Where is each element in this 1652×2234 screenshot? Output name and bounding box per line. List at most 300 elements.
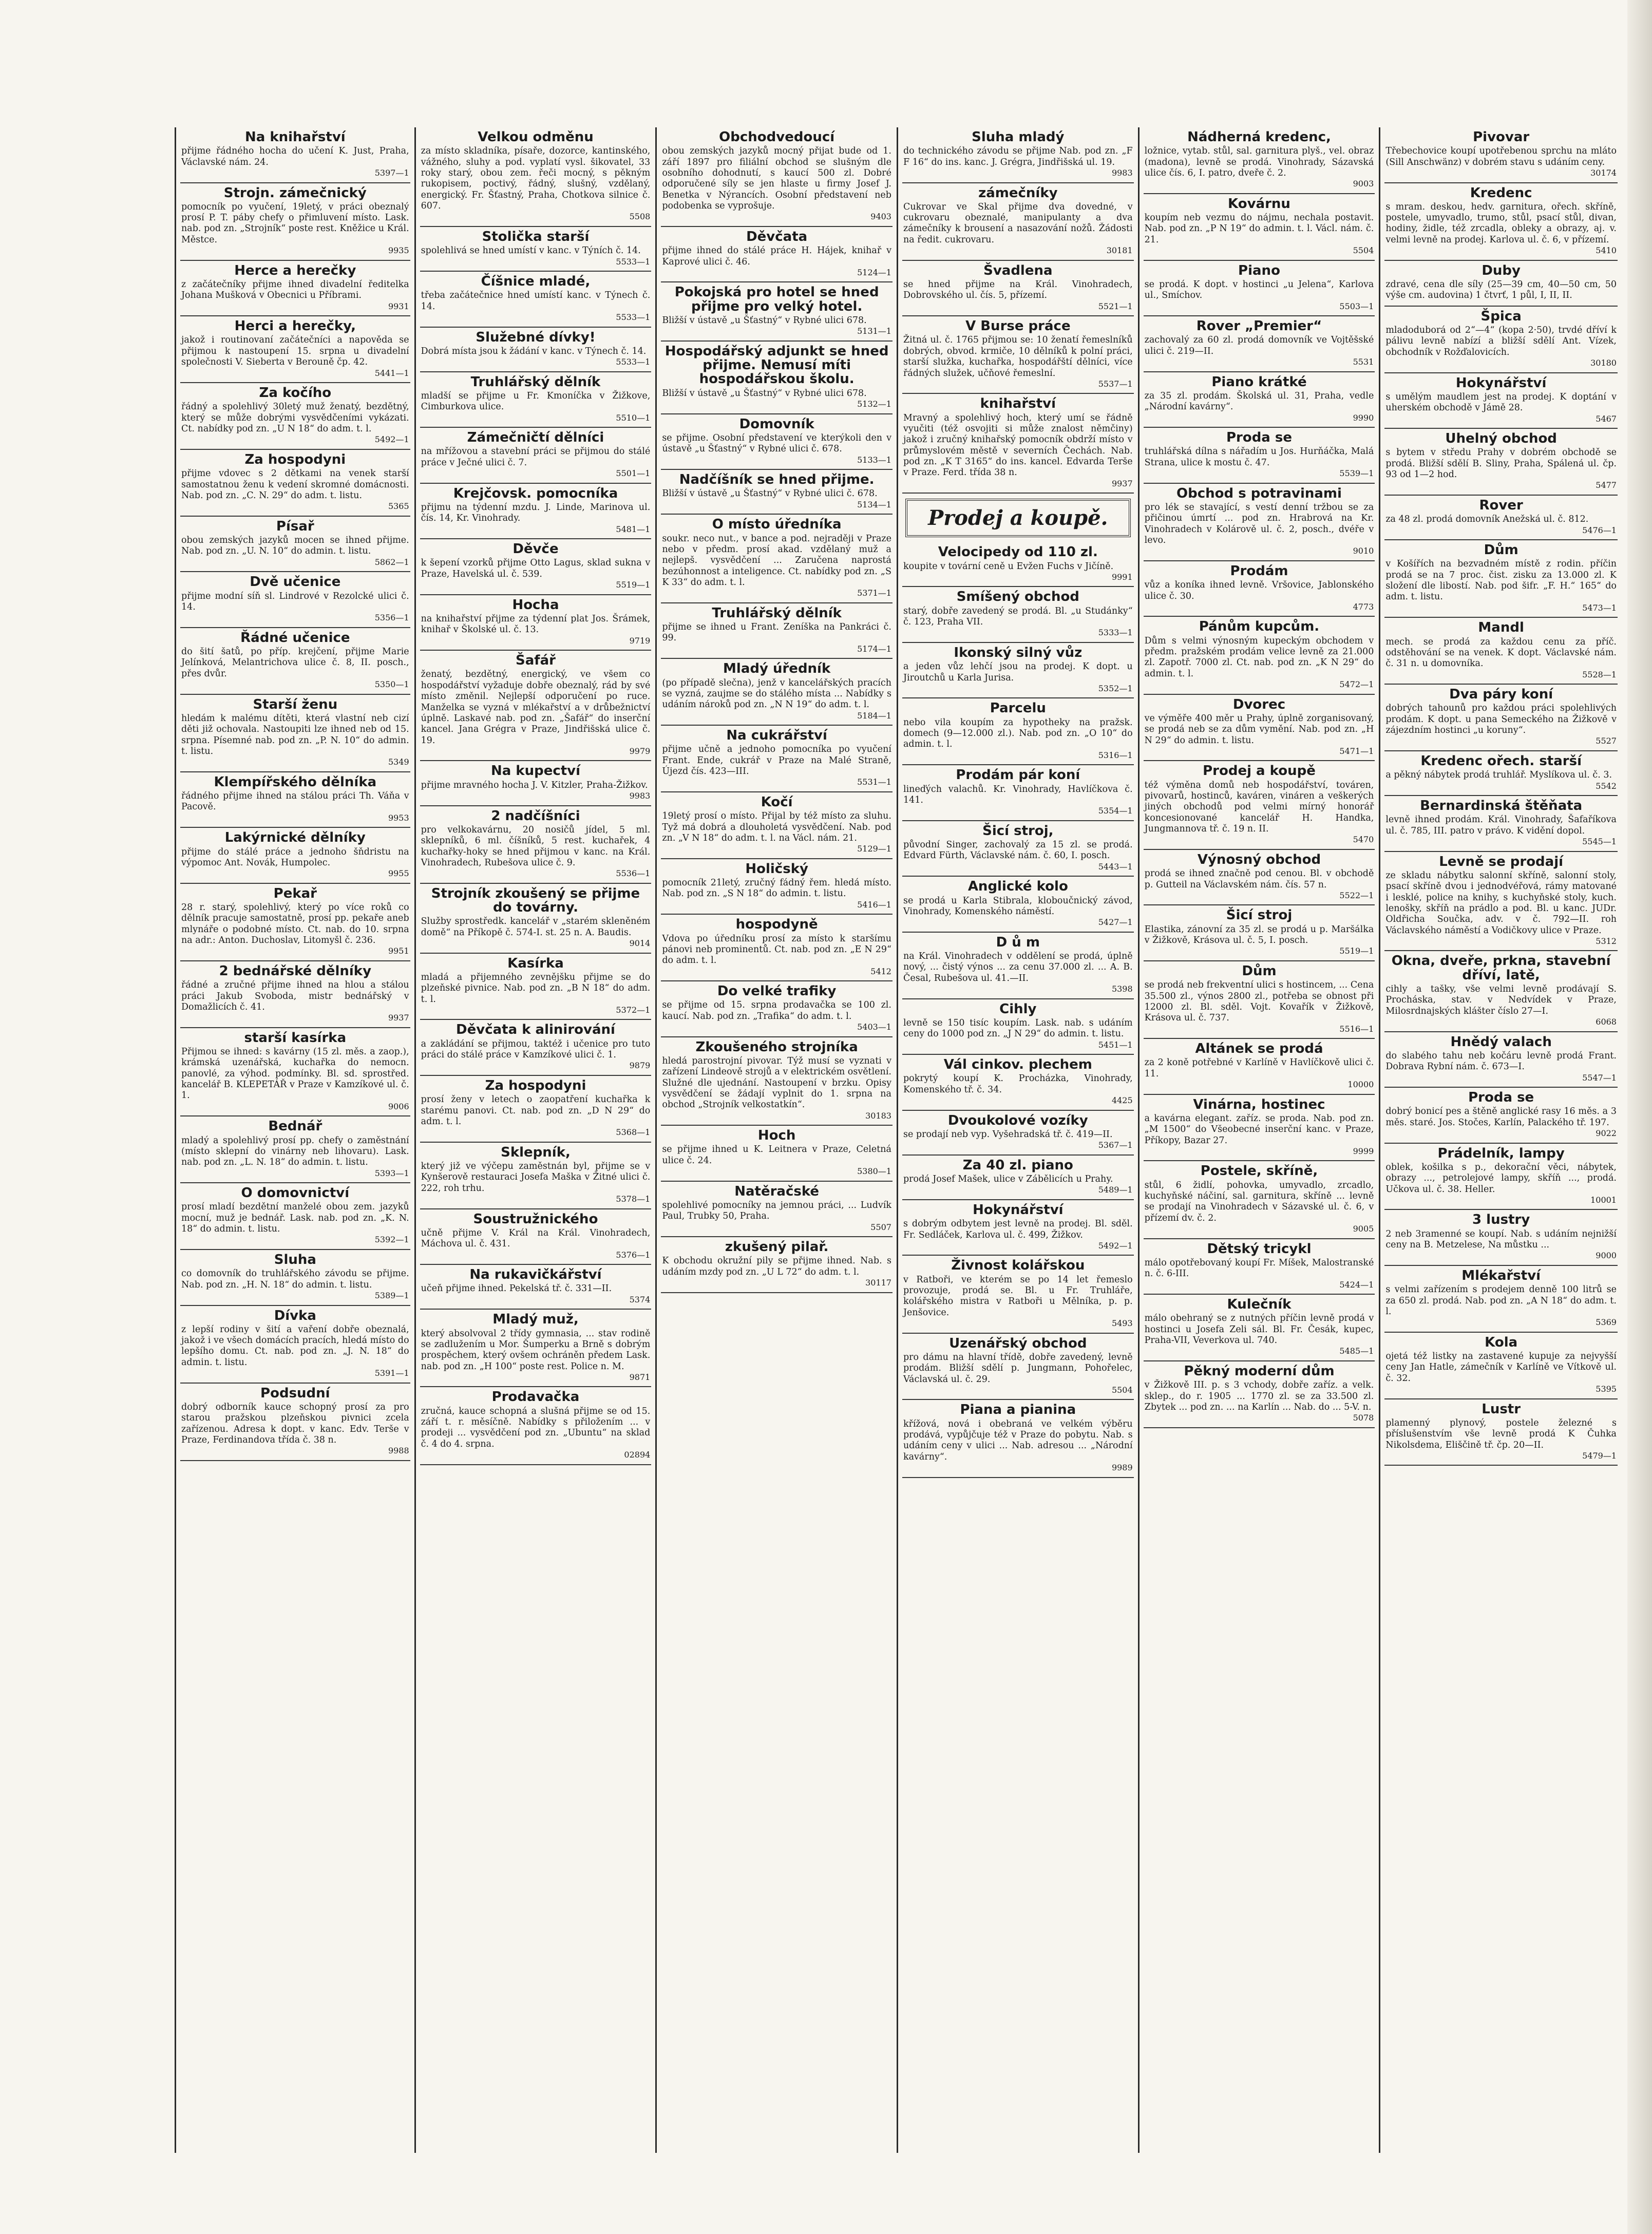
ad-title: Mlékařství	[1461, 1267, 1541, 1283]
classified-ad	[420, 806, 652, 884]
ad-body: Cukrovar ve Skal přijme dva dovedné, v cukrovaru obeznalé, manipulanty a dva zámečníky k brousení a nasazování nožů. Žádosti na ředit. cukrovaru.	[903, 201, 1133, 245]
ad-title: Do velké trafiky	[717, 983, 837, 999]
ad-code: 5132—1	[857, 399, 891, 409]
classified-ad	[420, 227, 652, 272]
ad-body: jakož i routinovaní začátečníci a napověda se přijmou k nastoupení 15. srpna u divadelní společnosti V. Sieberta v Berouně čp. 42.	[181, 335, 409, 368]
ad-code: 5378—1	[616, 1194, 651, 1204]
ad-title: Truhlářský dělník	[712, 605, 842, 621]
classified-ad	[1144, 1095, 1375, 1162]
section-banner: Prodej a koupě.	[905, 499, 1131, 537]
classified-ad	[1144, 261, 1375, 317]
ad-title: Prádelník, lampy	[1437, 1145, 1565, 1161]
ad-code: 5479—1	[1582, 1450, 1617, 1461]
ad-title: Za hospodyni	[244, 451, 346, 467]
ad-body: 2 neb 3ramenné se koupí. Nab. s udáním nejnižší ceny na B. Metzelese, Na můstku ...	[1385, 1228, 1617, 1251]
classified-ad	[1384, 796, 1618, 852]
ad-code: 5492—1	[1098, 1240, 1133, 1251]
ad-title: Dva páry koní	[1449, 687, 1553, 703]
ad-body: pokrytý koupí K. Procházka, Vinohrady, Komenského tř. č. 34.	[903, 1073, 1133, 1095]
classified-ad	[1144, 316, 1375, 372]
ad-code: 5365	[388, 501, 409, 512]
ad-body: pomocník 21letý, zručný fádný řem. hledá místo. Nab. pod zn. „S N 18“ do admin. t. listu.	[662, 878, 891, 899]
ad-code: 5374	[629, 1294, 651, 1304]
ad-title: Domovník	[739, 416, 814, 432]
ad-code: 5391—1	[374, 1368, 409, 1378]
ad-body: dobrých tahounů pro každou práci spolehlivých prodám. K dopt. u pana Semeckého na Žižkově v zájezdním hostinci „u koruny“.	[1385, 703, 1617, 736]
ad-title: Kredenc ořech. starší	[1420, 753, 1582, 769]
ad-body: plamenný plynový, postele železné s příslušenstvím vše levně prodá K Čuhka Nikolsdema, Eliščině tř. čp. 20—II.	[1385, 1417, 1617, 1450]
ad-body: přijme řádného hocha do učení K. Just, Praha, Václavské nám. 24.	[181, 146, 409, 167]
ad-code: 5333—1	[1098, 628, 1133, 638]
ad-code: 5398	[1111, 984, 1133, 994]
ad-code: 5528—1	[1582, 669, 1617, 679]
ad-code: 5504	[1353, 245, 1374, 256]
ad-code: 5403—1	[857, 1022, 891, 1032]
ad-body: řádný a spolehlivý 30letý muž ženatý, bezdětný, který se může dobrými vysvědčeními vykázati. Ct. nabídky pod zn. „U N 18“ do adm. t. l.	[181, 402, 409, 434]
ad-body: Bližší v ústavě „u Šťastný“ v Rybné ulici 678.	[662, 315, 867, 326]
ad-title: Klempířského dělníka	[214, 774, 377, 790]
ad-body: co domovník do truhlářského závodu se přijme. Nab. pod zn. „H. N. 18“ do admin. t. listu.	[181, 1269, 409, 1290]
ad-code: 9022	[1596, 1128, 1617, 1139]
ad-title: Zámečničtí dělníci	[467, 430, 604, 446]
classified-ad	[1384, 429, 1618, 496]
ad-title: Hospodářský adjunkt se hned přijme. Nemusí míti hospodářskou školu.	[664, 343, 889, 387]
ad-title: Dům	[1242, 963, 1277, 979]
ad-title: Zkoušeného strojníka	[695, 1039, 858, 1055]
classified-ad	[420, 884, 652, 954]
ad-body: Třebechovice koupí upotřebenou sprchu na mláto (Sill Anschwänz) v dobrém stavu s udáním ceny.	[1385, 146, 1617, 167]
ad-title: Vál cinkov. plechem	[943, 1057, 1092, 1073]
ad-columns	[175, 127, 1622, 2153]
ad-body: nebo vila koupím za hypotheky na pražsk. domech (9—12.000 zl.). Nab. pod zn. „O 10“ do admin. t. l.	[903, 717, 1133, 750]
ad-body: starý, dobře zavedený se prodá. Bl. „u Studánky“ č. 123, Praha VII.	[903, 605, 1133, 628]
ad-code: 5356—1	[374, 613, 409, 623]
ad-title: Pekař	[273, 885, 317, 901]
ad-title: Za 40 zl. piano	[962, 1157, 1073, 1173]
ad-body: 19letý prosí o místo. Přijal by též místo za sluhu. Tyž má dobrá a dlouholetá vysvědčení. Nab. pod zn. „V N 18“ do adm. t. l. na Václ. nám. 21.	[662, 811, 891, 843]
ad-title: knihařství	[980, 396, 1056, 412]
ad-title: 2 nadčíšníci	[491, 808, 580, 824]
ad-code: 5395	[1596, 1384, 1617, 1394]
ad-body: koupite v tovární ceně u Evžen Fuchs v Jičíně.	[903, 561, 1114, 572]
ad-title: Hokynářství	[973, 1202, 1064, 1218]
ad-code: 9719	[629, 635, 651, 646]
ad-body: Přijmou se ihned: s kavárny (15 zl. měs. a zaop.), krámská uzenářská, kuchařka do nemocn. panovlé, za výhod. podmínky. Bl. sd. sprostřed. kancelář B. KLEPETÁŘ v Praze v Kamzíkové ul. č. 1.	[181, 1047, 409, 1101]
classified-ad	[902, 765, 1134, 821]
classified-ad	[420, 1209, 652, 1265]
ad-body: Dobrá místa jsou k žádání v kanc. v Týnech č. 14.	[421, 346, 647, 356]
ad-code: 5312	[1596, 936, 1617, 946]
ad-body: křížová, nová i obebraná ve velkém výběru prodává, vypůjčuje též v Praze do pobytu. Nab. s udáním ceny v ulici ... Nab. adresou ... „Národní kavárny“.	[903, 1418, 1133, 1462]
ad-body: přijme mravného hocha J. V. Kitzler, Praha-Žižkov.	[421, 780, 648, 790]
ad-code: 5349	[388, 757, 409, 767]
ad-body: přijme se ihned u Frant. Zeníška na Pankráci č. 99.	[662, 622, 891, 643]
classified-ad	[180, 1306, 410, 1384]
ad-body: dobrý odborník kauce schopný prosí za pro starou pražskou plzeňskou pivnici zcela zařízenou. Adresa k dopt. v kanc. Edv. Terše v Praze, Ferdinandova třída č. 38 n.	[181, 1402, 409, 1446]
classified-ad	[420, 1387, 652, 1465]
ad-code: 5392—1	[374, 1235, 409, 1245]
classified-ad	[661, 726, 893, 792]
ad-title: hospodyně	[735, 917, 818, 933]
classified-ad	[180, 572, 410, 628]
classified-ad	[180, 828, 410, 884]
ad-body: se přijme od 15. srpna prodavačka se 100 zl. kaucí. Nab. pod zn. „Trafika“ do adm. t. l.	[662, 1000, 891, 1021]
ad-body: soukr. neco nut., v bance a pod. nejraději v Praze nebo v předm. prosí akad. vzdělaný muž a nejlepš. vysvědčení ... Zaručena naprostá bezúhonnost a inteligence. Ct. nabídky pod zn. „S K 33“ do adm. t. l.	[662, 533, 891, 588]
classified-ad	[661, 1182, 893, 1238]
ad-code: 9014	[629, 938, 651, 949]
classified-ad	[1144, 761, 1375, 850]
classified-ad	[180, 127, 410, 183]
classified-ad	[902, 261, 1134, 317]
ad-title: Číšnice mladé,	[481, 274, 591, 290]
ad-body: mladoduborá od 2“—4“ (kopa 2·50), trvdé dříví k pálivu levně nabízí a bližší sdělí Ant. Vízek, obchodník v Rožďalovicích.	[1385, 325, 1617, 357]
ad-code: 30183	[865, 1110, 891, 1121]
classified-ad	[1384, 1032, 1618, 1088]
ad-title: Strojn. zámečnický	[223, 185, 367, 201]
ad-code: 9931	[388, 301, 409, 311]
ad-title: 2 bednářské dělníky	[219, 963, 372, 979]
ad-code: 9983	[1111, 167, 1133, 178]
ad-code: 9991	[1111, 572, 1133, 582]
classified-ad	[661, 127, 893, 227]
classified-ad	[1384, 751, 1618, 796]
classified-ad	[661, 1237, 893, 1293]
ad-body: na knihařství přijme za týdenní plat Jos. Šrámek, knihař v Školské ul. č. 13.	[421, 613, 651, 635]
classified-ad	[661, 859, 893, 915]
classified-ad	[661, 603, 893, 659]
classified-ad	[180, 884, 410, 961]
ad-code: 5369	[1596, 1317, 1617, 1328]
ad-code: 9005	[1353, 1224, 1374, 1234]
ad-code: 4773	[1353, 601, 1374, 612]
classified-ad	[1384, 1210, 1618, 1266]
ad-code: 02894	[624, 1450, 651, 1460]
ad-title: Pivovar	[1473, 129, 1530, 145]
classified-ad	[180, 316, 410, 383]
classified-ad	[661, 470, 893, 515]
ad-title: Sluha	[274, 1252, 316, 1267]
ad-code: 5476—1	[1582, 525, 1617, 535]
classified-ad	[902, 1400, 1134, 1478]
ad-title: Duby	[1482, 262, 1521, 278]
ad-title: Hnědý valach	[1450, 1034, 1552, 1050]
classified-ad	[902, 1156, 1134, 1200]
classified-ad	[1384, 1088, 1618, 1144]
ad-body: za 48 zl. prodá domovník Anežská ul. č. 812.	[1385, 514, 1589, 525]
classified-ad	[902, 587, 1134, 643]
classified-ad	[420, 954, 652, 1020]
ad-code: 6068	[1596, 1017, 1617, 1027]
ad-body: v Ratboři, ve kterém se po 14 let řemeslo provozuje, prodá se. Bl. u Fr. Truhláře, kolářského mistra v Ratboři u Mělníka, p. p. Jenšovice.	[903, 1274, 1133, 1318]
ad-body: do slabého tahu neb kočáru levně prodá Frant. Dobrava Rybní nám. č. 673—I.	[1385, 1050, 1617, 1072]
classified-ad	[1384, 183, 1618, 261]
ad-title: Dívka	[274, 1308, 316, 1323]
ad-code: 5503—1	[1339, 301, 1374, 311]
ad-title: Nadčíšník se hned přijme.	[679, 472, 875, 488]
ad-body: se prodá. K dopt. v hostinci „u Jelena“, Karlova ul., Smíchov.	[1144, 279, 1374, 301]
ad-body: obou zemských jazyků mocný přijat bude od 1. září 1897 pro filiální obchod se slušným dle osobního dohodnutí, s kaucí 500 zl. Dobré odporučené síly se jen hlaste u firmy Josef J. Benetka v Nýrancích. Osobní představení neb podobenka se vyprošuje.	[662, 146, 891, 212]
ad-title: Kredenc	[1470, 185, 1532, 201]
ad-code: 5522—1	[1339, 890, 1374, 900]
ad-title: Obchodvedoucí	[719, 129, 835, 145]
classified-ad	[1144, 372, 1375, 428]
ad-code: 4425	[1111, 1095, 1133, 1106]
classified-ad	[902, 933, 1134, 999]
classified-ad	[1144, 1161, 1375, 1239]
ad-title: Sluha mladý	[972, 129, 1065, 145]
ad-title: Dvoukolové vozíky	[947, 1112, 1088, 1128]
ad-title: Za hospodyni	[485, 1077, 586, 1093]
classified-ad	[661, 414, 893, 470]
classified-ad	[420, 539, 652, 595]
ad-code: 5129—1	[857, 844, 891, 854]
ad-title: Piana a pianina	[960, 1402, 1076, 1418]
ad-code: 5472—1	[1339, 679, 1374, 690]
ad-title: Prodej a koupě	[1203, 763, 1316, 779]
ad-title: Herci a herečky,	[234, 318, 356, 334]
classified-ad	[1384, 540, 1618, 618]
classified-ad	[1144, 428, 1375, 484]
classified-ad	[902, 643, 1134, 699]
ad-body: s dobrým odbytem jest levně na prodej. Bl. sděl. Fr. Sedláček, Karlova ul. č. 499, Žižkov.	[903, 1219, 1133, 1240]
ad-body: oblek, košilka s p., dekorační věci, nábytek, obrazy ..., petrolejové lampy, skříň ..., prodá. Učkova ul. č. 38. Heller.	[1385, 1162, 1617, 1195]
classified-ad	[180, 1183, 410, 1250]
ad-code: 5470	[1353, 835, 1374, 845]
ad-code: 5492—1	[374, 434, 409, 445]
ad-title: Písař	[276, 518, 314, 534]
ad-body: přijme vdovec s 2 dětkami na venek starší samostatnou ženu k vedení skromné domácnosti. Nab. pod zn. „C. N. 29“ do adm. t. listu.	[181, 468, 409, 501]
ad-code: 5862—1	[374, 557, 409, 567]
ad-title: Kovárnu	[1228, 196, 1290, 212]
ad-title: Na knihařství	[244, 129, 346, 145]
ad-title: Velocipedy od 110 zl.	[938, 544, 1098, 560]
ad-body: ložnice, vytab. stůl, sal. garnitura plyš., vel. obraz (madona), levně se prodá. Vinohrady, Sázavská ulice čís. 6, I. patro, dveře č. 2.	[1144, 146, 1374, 178]
ad-title: Nádherná kredenc,	[1187, 129, 1331, 145]
ad-code: 5542	[1596, 781, 1617, 791]
classified-ad	[902, 821, 1134, 877]
ad-code: 30117	[865, 1278, 891, 1288]
ad-title: Živnost kolářskou	[951, 1258, 1085, 1274]
ad-title: Špica	[1480, 308, 1522, 324]
classified-ad	[902, 877, 1134, 933]
classified-ad	[180, 961, 410, 1028]
ad-code: 5531—1	[857, 777, 891, 787]
ad-title: Bernardinská štěňata	[1420, 798, 1583, 814]
ad-body: přijme učně a jednoho pomocníka po vyučení Frant. Ende, cukrář v Praze na Malé Straně, Újezd čís. 423—III.	[662, 744, 891, 777]
ad-body: který již ve výčepu zaměstnán byl, přijme se v Kynšerově restauraci Josefa Maška v Žitné ulici č. 222, roh trhu.	[421, 1161, 651, 1194]
ad-code: 5477	[1596, 480, 1617, 490]
classified-ad	[180, 517, 410, 573]
classified-ad	[1384, 1333, 1618, 1399]
ad-body: pomocník po vyučení, 19letý, v práci obeznalý prosí P. T. páby chefy o přimluvení místo. Lask. nab. pod zn. „Strojník“ poste rest. Kněžice u Král. Městce.	[181, 201, 409, 245]
classified-ad	[1384, 496, 1618, 540]
ad-code: 5493	[1111, 1318, 1133, 1329]
ad-code: 5531	[1353, 357, 1374, 367]
classified-ad	[1384, 852, 1618, 952]
ad-title: Mandl	[1478, 620, 1524, 636]
classified-ad	[1144, 617, 1375, 694]
ad-code: 5174—1	[857, 643, 891, 654]
classified-ad	[180, 772, 410, 828]
ad-body: na mřížovou a stavební práci se přijmou do stálé práce v Ječné ulici č. 7.	[421, 446, 651, 468]
ad-title: Prodám pár koní	[956, 767, 1080, 783]
ad-title: Obchod s potravinami	[1176, 485, 1342, 501]
ad-body: z začátečníky přijme ihned divadelní ředitelka Johana Mušková v Obecnici u Příbrami.	[181, 279, 409, 301]
ad-code: 5184—1	[857, 710, 891, 721]
ad-code: 9989	[1111, 1463, 1133, 1473]
ad-code: 9010	[1353, 546, 1374, 556]
ad-body: a pěkný nábytek prodá truhlář. Myslíkova ul. č. 3.	[1385, 770, 1612, 781]
classified-ad	[1144, 484, 1375, 561]
ad-code: 5539—1	[1339, 468, 1374, 479]
ad-body: mech. se prodá za každou cenu za příč. odstěhování se na venek. K dopt. Václavské nám. č. 31 n. u domovníka.	[1385, 636, 1617, 669]
classified-ad	[180, 628, 410, 695]
classified-ad	[902, 1200, 1134, 1256]
classified-ad	[902, 183, 1134, 261]
ad-title: Prodavačka	[491, 1389, 580, 1405]
ad-code: 9937	[1111, 478, 1133, 488]
classified-ad	[420, 651, 652, 761]
ad-title: Smíšený obchod	[956, 589, 1079, 605]
ad-code: 5427—1	[1098, 917, 1133, 927]
ad-code: 30181	[1106, 245, 1133, 256]
ad-code: 5124—1	[857, 267, 891, 277]
ad-column	[175, 127, 416, 2153]
ad-code: 5371—1	[857, 588, 891, 598]
classified-ad	[1384, 1266, 1618, 1333]
ad-body: pro dámu na hlavní třídě, dobře zavedený, levně prodám. Bližší sdělí p. Jungmann, Pohořelec, Václavská ul. č. 29.	[903, 1352, 1133, 1385]
ad-title: Okna, dveře, prkna, stavební dříví, latě,	[1391, 953, 1611, 983]
classified-ad	[902, 1111, 1134, 1156]
classified-ad	[420, 484, 652, 540]
ad-body: též výměna domů neb hospodářství, továren, pivovarů, hostinců, kaváren, vináren a veškerých jiných obchodů pod velmi mírný honorář koncesionované kancelář H. Handka, Jungmannova tř. č. 19 n. II.	[1144, 780, 1374, 835]
ad-body: řádného přijme ihned na stálou práci Th. Váňa v Pacově.	[181, 791, 409, 812]
ad-title: Hocha	[512, 597, 559, 613]
ad-body: přijme modní síň sl. Lindrové v Rezolcké ulici č. 14.	[181, 591, 409, 612]
ad-code: 5521—1	[1098, 301, 1133, 311]
ad-body: se přijme ihned u K. Leitnera v Praze, Celetná ulice č. 24.	[662, 1144, 891, 1166]
classified-ad	[902, 999, 1134, 1055]
ad-title: Altánek se prodá	[1195, 1041, 1323, 1057]
classified-ad	[661, 659, 893, 726]
ad-title: zámečníky	[978, 185, 1058, 201]
ad-code: 5354—1	[1098, 806, 1133, 816]
ad-code: 5367—1	[1098, 1140, 1133, 1150]
classified-ad	[420, 127, 652, 227]
ad-code: 5451—1	[1098, 1039, 1133, 1050]
ad-body: a jeden vůz lehčí jsou na prodej. K dopt. u Jiroutchů u Karla Jurisa.	[903, 661, 1133, 683]
ad-code: 5504	[1111, 1385, 1133, 1395]
ad-body: v Košířích na bezvadném místě z rodin. příčin prodá se na 7 proc. čist. zisku za 13.000 zl. K složení dle libostí. Nab. pod šifr. „F. H.“ 165“ do adm. t. listu.	[1385, 559, 1617, 602]
ad-body: málo obehraný se z nutných příčin levně prodá v hostinci u Josefa Zeli sál. Bl. Fr. Česák, kupec, Praha-VII, Veverkova ul. 740.	[1144, 1313, 1374, 1346]
ad-body: stůl, 6 židlí, pohovka, umyvadlo, zrcadlo, kuchyňské náčiní, sal. garnitura, skříně ... levně se prodají na Vinohradech v Sázavské ul. č. 6, v přízemí dv. č. 2.	[1144, 1180, 1374, 1223]
classified-ad	[420, 1076, 652, 1143]
ad-body: za 2 koně potřebné v Karlíně v Havlíčkově ulici č. 11.	[1144, 1057, 1374, 1079]
ad-title: V Burse práce	[965, 318, 1071, 334]
ad-title: Služebné dívky!	[476, 329, 596, 345]
ad-body: v Žižkově III. p. s 3 vchody, dobře zaříz. a velk. sklep., do r. 1905 ... 1770 zl. se za 33.500 zl. Zbytek ... pod zn. ... na Karlín ... Nab. do ... 5-V. n.	[1144, 1380, 1374, 1412]
classified-ad	[661, 981, 893, 1037]
ad-code: 5410	[1596, 245, 1617, 256]
ad-code: 5416—1	[857, 899, 891, 910]
ad-column	[1140, 127, 1381, 2153]
ad-title: Holičský	[745, 861, 808, 877]
classified-ad	[420, 372, 652, 428]
ad-title: Hokynářství	[1455, 375, 1547, 391]
ad-body: levně ihned prodám. Král. Vinohrady, Šafaříkova ul. č. 785, III. patro v právo. K vidění dopol.	[1385, 815, 1617, 836]
classified-ad	[1144, 194, 1375, 261]
ad-code: 9935	[388, 245, 409, 256]
ad-code: 5352—1	[1098, 683, 1133, 693]
ad-body: a kavárna elegant. zaříz. se proda. Nab. pod zn. „M 1500“ do Všeobecné inserční kanc. v Praze, Příkopy, Bazar 27.	[1144, 1113, 1374, 1146]
classified-ad	[1384, 685, 1618, 751]
ad-title: Podsudní	[260, 1385, 330, 1401]
ad-body: pro lék se stavající, s vestí denní tržbou se za přičinou úmrtí ... pod zn. Hrabrová na Kr. Vinohradech v Kolárově ul. č. 2, posch., dvéře v levo.	[1144, 502, 1374, 546]
ad-title: starší kasírka	[244, 1030, 347, 1046]
ad-code: 5441—1	[374, 368, 409, 378]
ad-body: se prodá neb frekventní ulici s hostincem, ... Cena 35.500 zl., výnos 2800 zl., potřeba se obnost při 12000 zl. Bl. sděl. Vojt. Kovařík v Žižkově, Krásova ul. č. 737.	[1144, 980, 1374, 1024]
classified-ad	[902, 1256, 1134, 1333]
ad-body: Žitná ul. č. 1765 přijmou se: 10 ženatí řemeslníků dobrých, obvod. krmiče, 10 dělníků k polní práci, starší služka, kuchařka, hospodářští dělníci, více řádných služek, učňové řemeslní.	[903, 335, 1133, 378]
ad-code: 9879	[629, 1061, 651, 1071]
ad-code: 9953	[388, 812, 409, 823]
ad-code: 9937	[388, 1013, 409, 1023]
ad-body: přijmu na týdenní mzdu. J. Linde, Marinova ul. čís. 14, Kr. Vinohrady.	[421, 502, 651, 524]
ad-code: 30174	[1590, 167, 1617, 178]
ad-body: spolehlivá se hned umístí v kanc. v Týních č. 14.	[421, 245, 641, 256]
ad-code: 5389—1	[374, 1290, 409, 1300]
ad-title: Dvě učenice	[250, 574, 341, 590]
classified-ad	[1384, 1144, 1618, 1210]
ad-body: K obchodu okružní pily se přijme ihned. Nab. s udáním mzdy pod zn. „U L 72“ do adm. t. l.	[662, 1256, 891, 1277]
ad-column	[416, 127, 657, 2153]
ad-title: Děvčata k alinirování	[456, 1022, 615, 1038]
ad-body: vůz a koníka ihned levně. Vršovice, Jablonského ulice č. 30.	[1144, 580, 1374, 601]
ad-code: 30180	[1590, 358, 1617, 368]
classified-ad	[420, 595, 652, 651]
ad-code: 9006	[388, 1101, 409, 1111]
ad-body: na Král. Vinohradech v oddělení se prodá, úplně nový, ... čistý výnos ... za cenu 37.000 zl. ... A. B. Česal, Rubešova ul. 41.—II.	[903, 951, 1133, 983]
ad-body: levně se 150 tisíc koupím. Lask. nab. s udáním ceny do 1000 pod zn. „J N 29“ do admin. t. listu.	[903, 1017, 1133, 1039]
ad-title: zkušený pilař.	[725, 1239, 829, 1255]
ad-body: z lepší rodiny v šití a vaření dobře obeznalá, jakož i ve všech domácích pracích, hledá místo do lepšího domu. Ct. nab. pod zn. „J. N. 18“ do admin. t. listu.	[181, 1324, 409, 1368]
ad-code: 5380—1	[857, 1166, 891, 1177]
classified-ad	[902, 394, 1134, 494]
classified-ad	[180, 450, 410, 517]
ad-body: Služby sprostředk. kancelář v „starém skleněném domě“ na Příkopě č. 574-I. st. 25 n. A. Baudis.	[421, 916, 651, 938]
ad-title: Levně se prodají	[1439, 854, 1564, 869]
ad-title: Lustr	[1482, 1401, 1521, 1417]
ad-code: 5368—1	[616, 1127, 651, 1138]
ad-body: hledá parostrojní pivovar. Týž musí se vyznati v zařízení Lindeově strojů a v elektrickém osvětlení. Služné dle ujednání. Nastoupení v brzku. Opisy vysvědčení se žádají vyplnit do 1. srpna na obchod „Strojník velkostatkín“.	[662, 1055, 891, 1110]
ad-body: učeň přijme ihned. Pekelská tř. č. 331—II.	[421, 1283, 612, 1294]
ad-code: 5134—1	[857, 499, 891, 509]
ad-code: 5393—1	[374, 1168, 409, 1178]
ad-body: Dům s velmi výnosným kupeckým obchodem v předm. pražském prodám velice levně za 21.000 zl. Zapotř. 7000 zl. Ct. nab. pod zn. „K N 29“ do admin. t. l.	[1144, 635, 1374, 679]
ad-body: ojetá též listky na zastavené kupuje za nejvyšší ceny Jan Hatle, zámečník v Karlíně ve Vítkově ul. č. 32.	[1385, 1351, 1617, 1384]
ad-code: 9983	[629, 791, 651, 801]
ad-code: 9999	[1353, 1146, 1374, 1156]
ad-code: 5443—1	[1098, 861, 1133, 872]
ad-column	[1380, 127, 1622, 2153]
ad-code: 5547—1	[1582, 1072, 1617, 1083]
ad-body: ve výměře 400 měr u Prahy, úplně zorganisovaný, se prodá neb se za dům vymění. Nab. pod zn. „H N 29“ do admin. t. listu.	[1144, 713, 1374, 746]
classified-ad	[420, 328, 652, 372]
ad-body: se přijme. Osobní představení ve kterýkoli den v ústavě „u Šťastný“ v Rybné ulici č. 678.	[662, 432, 891, 455]
ad-body: se prodá u Karla Stibrala, kloboučnický závod, Vinohrady, Komenského náměstí.	[903, 895, 1133, 917]
ad-title: O místo úředníka	[712, 517, 842, 533]
ad-code: 5481—1	[616, 524, 651, 534]
